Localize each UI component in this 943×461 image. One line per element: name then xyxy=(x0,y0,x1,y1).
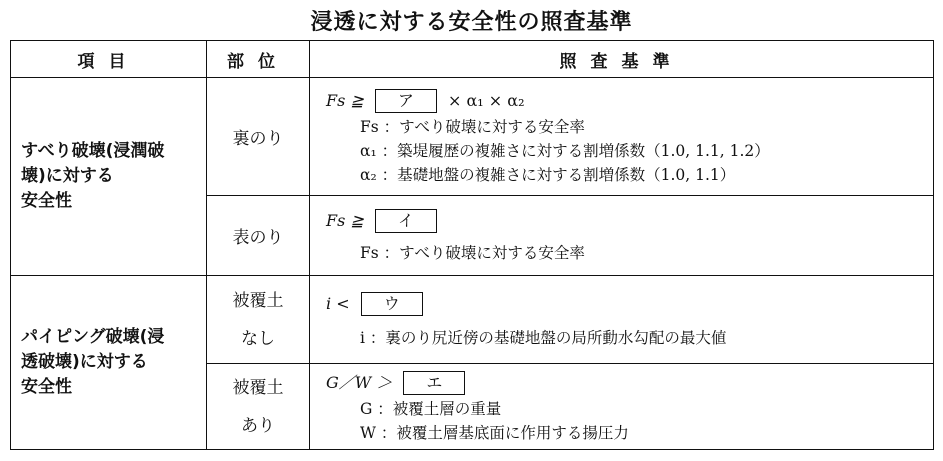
item-text: 安全性 xyxy=(21,191,72,211)
header-part: 部位 xyxy=(207,41,310,78)
part-text: なし xyxy=(241,328,275,349)
item-piping xyxy=(11,276,207,450)
part-with-cover xyxy=(207,364,310,450)
part-front-slope: 表のり xyxy=(207,196,310,276)
item-text: すべり破壊(浸潤破 xyxy=(21,141,165,161)
blank-box-e: エ xyxy=(403,371,465,395)
item-slip xyxy=(11,78,207,276)
blank-box-a: ア xyxy=(375,89,437,113)
part-text: あり xyxy=(241,415,275,436)
criteria-front-slope xyxy=(310,196,934,276)
header-item: 項目 xyxy=(11,41,207,78)
criteria-no-cover xyxy=(310,276,934,364)
page-title: 浸透に対する安全性の照査基準 xyxy=(310,10,633,35)
formula-rhs: × α₁ × α₂ xyxy=(448,90,525,110)
definition: Fs ：すべり破壊に対する安全率 xyxy=(360,243,585,262)
definition: W ：被覆土層基底面に作用する揚圧力 xyxy=(360,423,629,442)
item-text: パイピング破壊(浸 xyxy=(21,327,165,347)
part-no-cover xyxy=(207,276,310,364)
part-text: 被覆土 xyxy=(232,377,284,398)
definition: α₂ ：基礎地盤の複雑さに対する割増係数（1.0, 1.1） xyxy=(360,165,736,184)
table-row xyxy=(11,276,934,364)
table-row xyxy=(11,78,934,196)
formula xyxy=(326,207,933,235)
part-text: 被覆土 xyxy=(232,290,284,311)
formula xyxy=(326,369,933,397)
blank-box-u: ウ xyxy=(361,292,423,316)
formula xyxy=(326,87,933,115)
header-row xyxy=(11,41,934,78)
criteria-with-cover xyxy=(310,364,934,450)
item-text: 壊)に対する xyxy=(21,166,114,186)
blank-box-i: イ xyxy=(375,209,437,233)
definition: G ：被覆土層の重量 xyxy=(360,399,502,418)
part-back-slope: 裏のり xyxy=(207,78,310,196)
header-criteria: 照査基準 xyxy=(310,41,934,78)
definition: i ：裏のり尻近傍の基礎地盤の局所動水勾配の最大値 xyxy=(360,328,727,347)
item-text: 安全性 xyxy=(21,377,72,397)
criteria-back-slope xyxy=(310,78,934,196)
formula xyxy=(326,290,933,318)
formula-lhs: G／W ＞ xyxy=(326,372,393,392)
item-text: 透破壊)に対する xyxy=(21,352,148,372)
formula-lhs: Fs ≧ xyxy=(326,90,364,110)
definition: α₁ ：築堤履歴の複雑さに対する割増係数（1.0, 1.1, 1.2） xyxy=(360,141,770,160)
formula-lhs: Fs ≧ xyxy=(326,210,364,230)
definition: Fs ：すべり破壊に対する安全率 xyxy=(360,117,585,136)
criteria-table xyxy=(10,40,934,450)
formula-lhs: i < xyxy=(326,293,350,313)
